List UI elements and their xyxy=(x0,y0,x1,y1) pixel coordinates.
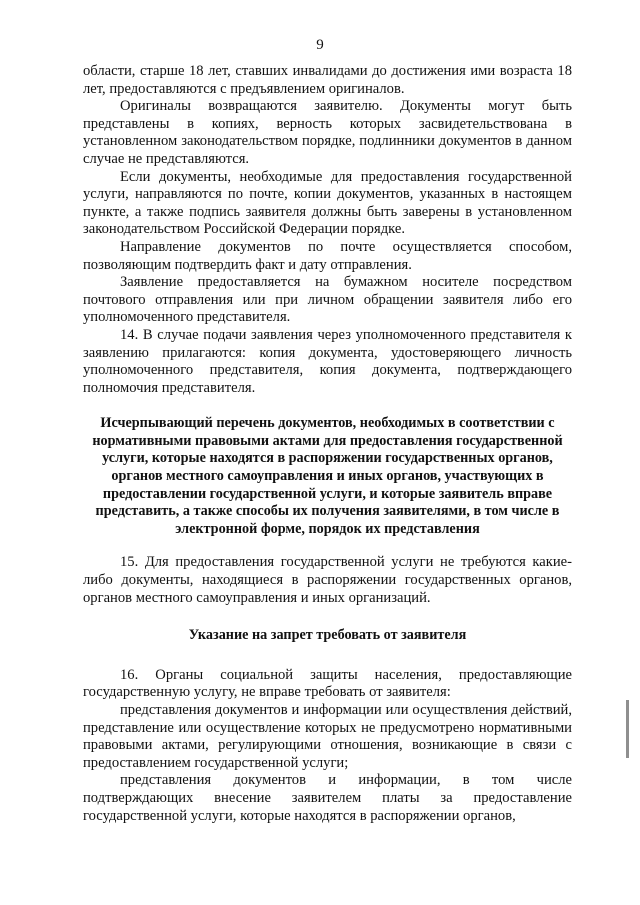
document-body xyxy=(83,63,572,825)
paragraph-application-form: Заявление предоставляется на бумажном носителе посредством почтового отправления или при личном обращении заявителя либо его уполномоченного представителя. xyxy=(83,274,572,326)
page-number: 9 xyxy=(316,37,324,53)
scan-edge-mark xyxy=(626,700,629,758)
paragraph-continuation: области, старше 18 лет, ставших инвалидами до достижения ими возраста 18 лет, предоставляются с предъявлением оригиналов. xyxy=(83,63,572,97)
paragraph-16-item-1: представления документов и информации или осуществления действий, представление или осуществление которых не предусмотрено нормативными правовыми актами, регулирующими отношения, возникающие в связи с предоставлением государственной услуги; xyxy=(83,702,572,771)
paragraph-14: 14. В случае подачи заявления через уполномоченного представителя к заявлению прилагаются: копия документа, удостоверяющего личность уполномоченного представителя, копия документа, подтверждающего полномочия представителя. xyxy=(83,326,572,396)
paragraph-mail-method: Направление документов по почте осуществляется способом, позволяющим подтвердить факт и дату отправления. xyxy=(83,238,572,273)
paragraph-originals: Оригиналы возвращаются заявителю. Документы могут быть представлены в копиях, верность которых засвидетельствована в установленном законодательством порядке, подлинники документов в данном случае не представляются. xyxy=(83,98,572,167)
section-heading-prohibition: Указание на запрет требовать от заявителя xyxy=(188,627,467,644)
section-heading-documents-list: Исчерпывающий перечень документов, необходимых в соответствии с нормативными правовыми актами для предоставления государственной услуги, которые находятся в распоряжении государственных органов, органов местного самоуправления и иных органов, участвующих в предоставлении государственной услуги, и которые заявитель вправе представить, а также способы их получения заявителями, в том числе в электронной форме, порядок их представления xyxy=(92,415,563,537)
paragraph-16-intro: 16. Органы социальной защиты населения, предоставляющие государственную услугу, не вправе требовать от заявителя: xyxy=(83,666,572,701)
paragraph-16-item-2: представления документов и информации, в том числе подтверждающих внесение заявителем платы за предоставление государственной услуги, которые находятся в распоряжении органов, xyxy=(83,772,572,824)
paragraph-mail-documents: Если документы, необходимые для предоставления государственной услуги, направляются по почте, копии документов, указанных в настоящем пункте, а также подпись заявителя должны быть заверены в установленном законодательством Российской Федерации порядке. xyxy=(83,168,572,238)
paragraph-15: 15. Для предоставления государственной услуги не требуются какие-либо документы, находящиеся в распоряжении государственных органов, органов местного самоуправления и иных организаций. xyxy=(83,554,572,606)
